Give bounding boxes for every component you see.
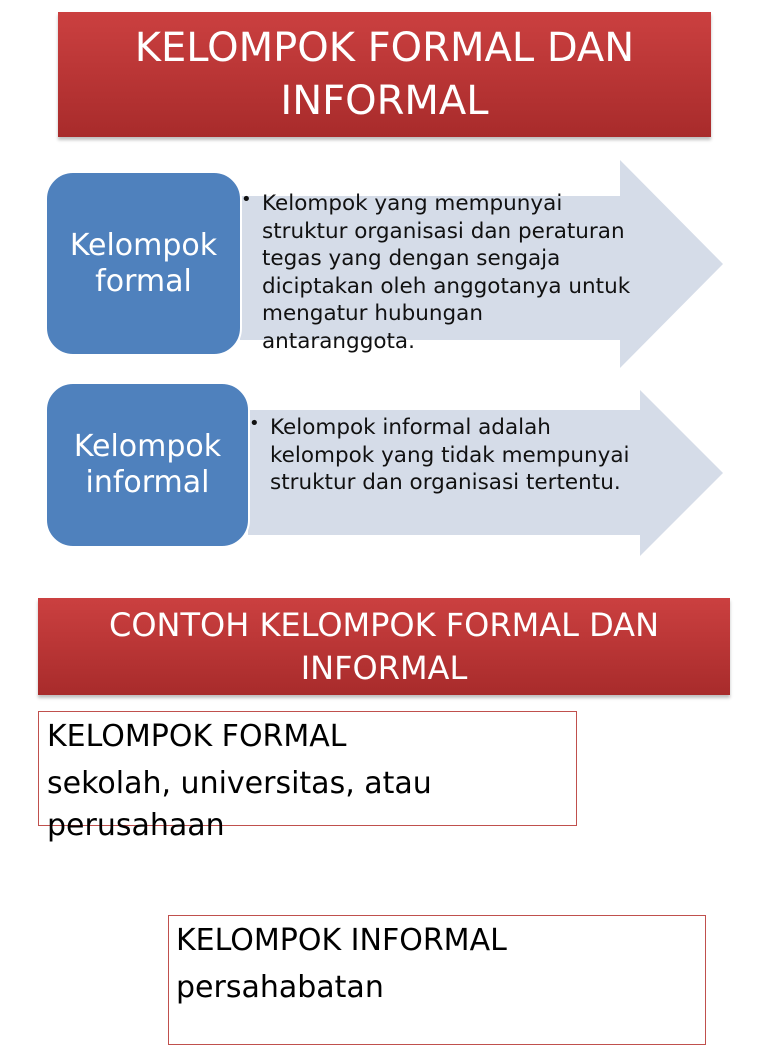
definition-formal [241,189,642,356]
example-formal [47,716,517,852]
example-formal-text: sekolah, universitas, atau perusahaan [47,766,432,843]
examples-banner [38,598,730,695]
label-formal: Kelompok formal [69,227,218,299]
bullet-icon: • [241,189,252,210]
label-informal: Kelompok informal [73,429,222,500]
label-box-informal [45,382,250,548]
examples-title: CONTOH KELOMPOK FORMAL DAN INFORMAL [109,605,659,687]
definition-informal [249,413,650,497]
example-formal-heading: KELOMPOK FORMAL [47,719,347,754]
definition-formal-text: Kelompok yang mempunyai struktur organisasi dan peraturan tegas yang dengan sengaja diciptakan oleh anggotanya untuk mengatur hubungan antaranggota. [262,191,631,354]
bullet-icon: • [249,413,260,434]
label-box-formal [45,171,242,356]
example-informal [176,920,507,1014]
example-informal-heading: KELOMPOK INFORMAL [176,923,507,958]
page-title: KELOMPOK FORMAL DAN INFORMAL [134,24,635,124]
example-informal-text: persahabatan [176,970,384,1005]
definition-informal-text: Kelompok informal adalah kelompok yang tidak mempunyai struktur dan organisasi tertentu. [270,415,630,496]
